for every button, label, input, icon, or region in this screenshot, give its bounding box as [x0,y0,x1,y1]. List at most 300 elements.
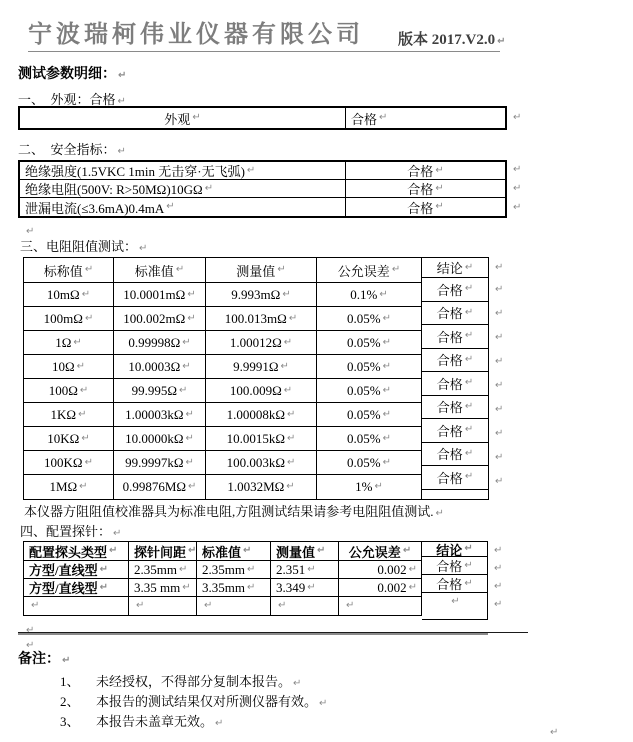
empty-cell [422,593,487,611]
cell-mark: ↵ [182,336,191,348]
detail-title [18,63,126,83]
appearance-result: 合格 [351,111,378,127]
header-rule [28,51,500,52]
standard-cell [197,561,271,579]
cell-mark: ↵ [73,336,82,348]
remark-number: 1、 [60,674,80,689]
col-header: 探针间距 [134,544,187,560]
cell-mark: ↵ [185,456,194,468]
cell-mark: ↵ [464,283,474,295]
detail-title-text: 测试参数明细： [18,67,116,82]
cell-mark: ↵ [382,384,391,396]
table-header-row [24,542,421,561]
remark-text: 本报告的测试结果仅对所测仪器有效。 [96,694,318,709]
resistance-note-text: 本仪器方阻阻值校准器具为标准电阻,方阻测试结果请参考电阻阻值测试. [24,504,434,519]
cell-mark: ↵ [402,545,412,556]
cell-mark: ↵ [464,447,474,459]
safety-item-cell [20,198,346,216]
header-cell [317,258,421,283]
tolerance-value: 0.05% [347,358,381,374]
tolerance-value: 0.002 [377,579,407,595]
measured-value: 2.351 [276,561,306,577]
header-cell [271,542,339,561]
cell-mark: ↵ [182,360,191,372]
safety-table [18,160,521,218]
table-row [24,379,421,403]
tolerance-cell [317,307,421,331]
cell-mark: ↵ [204,600,213,611]
version-label [398,28,505,49]
cell-mark: ↵ [435,182,444,194]
measured-cell [271,561,339,579]
nominal-cell [24,403,114,427]
row-end-mark: ↵ [495,308,504,319]
tolerance-value: 0.05% [347,310,381,326]
safety-result-cell [346,162,505,180]
cell-mark: ↵ [185,408,194,420]
cell-mark: ↵ [307,563,316,575]
resistance-table [23,257,503,500]
cell-mark: ↵ [182,581,191,593]
measured-cell [206,451,317,475]
cell-mark: ↵ [374,481,383,492]
tolerance-cell [317,475,421,499]
col-header: 配置探头类型 [29,544,108,560]
cell-mark: ↵ [166,201,175,212]
header-cell [206,258,317,283]
table-header-row [24,258,421,283]
cell-mark: ↵ [81,432,90,444]
row-end-mark: ↵ [495,404,504,415]
cell-mark: ↵ [78,408,87,420]
cell-mark: ↵ [188,545,197,556]
tolerance-cell [317,451,421,475]
paragraph-mark: ↵ [215,718,224,729]
standard-value: 3.35mm [202,579,245,595]
safety-item: 泄漏电流(≤3.6mA)0.4mA [25,200,165,216]
conclusion-cell [422,302,488,326]
tolerance-value: 0.05% [347,430,381,446]
cell-mark: ↵ [187,288,196,300]
measured-cell [206,283,317,307]
table-row [24,475,421,499]
row-end-mark: ↵ [495,380,504,391]
cell-mark: ↵ [408,563,417,575]
cell-mark: ↵ [317,545,326,556]
cell-mark: ↵ [382,336,391,348]
remarks-title [18,648,70,668]
cell-mark: ↵ [246,563,256,575]
cell-mark: ↵ [408,581,417,593]
cell-mark: ↵ [280,360,289,372]
standard-cell [114,379,206,403]
table-row [20,162,505,180]
measured-value: 100.003kΩ [226,454,286,470]
col-header: 测量值 [276,544,316,560]
nominal-value: 1KΩ [50,406,77,422]
remark-number: 3、 [60,714,80,729]
section-1-text: 一、 外观：合格 [18,92,116,107]
measured-cell [206,379,317,403]
header-cell [197,542,271,561]
cell-mark: ↵ [246,164,256,176]
row-end-marks [511,160,521,217]
standard-cell [114,355,206,379]
measured-value: 1.0032MΩ [227,479,285,494]
cell-mark: ↵ [464,577,473,589]
measured-cell [206,427,317,451]
table-row [24,597,421,615]
paragraph-mark: ↵ [435,508,444,519]
header-cell [24,542,129,561]
standard-cell [114,331,206,355]
paragraph-mark: ↵ [26,625,35,636]
remark-item [60,671,301,690]
conclusion-column [422,257,489,500]
standard-value: 1.00003kΩ [125,406,184,422]
cell-mark: ↵ [282,288,291,300]
paragraph-mark: ↵ [117,146,126,157]
row-end-marks [492,541,502,614]
row-end-mark: ↵ [513,201,522,213]
probe-table [23,541,502,620]
tolerance-cell [317,355,421,379]
cell-mark: ↵ [435,201,444,212]
header-cell [422,542,487,557]
row-end-mark: ↵ [494,581,503,592]
cell-mark: ↵ [204,182,214,194]
cell-mark: ↵ [382,408,391,420]
cell-mark: ↵ [379,288,388,300]
company-title: 宁波瑞柯伟业仪器有限公司 [28,22,364,48]
table-row [24,283,421,307]
empty-cell [339,597,421,615]
row-end-marks [511,106,521,130]
header-cell [24,258,114,283]
conclusion-value: 合格 [436,577,463,592]
table-row [20,108,505,128]
nominal-value: 10KΩ [47,430,80,446]
cell-mark: ↵ [136,600,145,611]
header-cell [114,258,206,283]
cell-mark: ↵ [187,312,196,324]
cell-mark: ↵ [464,330,474,342]
standard-value: 0.99876MΩ [122,479,187,494]
standard-value: 0.99998Ω [128,334,181,350]
nominal-cell [24,331,114,355]
measured-value: 9.9991Ω [233,358,279,374]
cell-mark: ↵ [179,384,188,396]
col-header: 结论 [436,542,463,558]
cell-mark: ↵ [464,543,473,554]
nominal-value: 10mΩ [46,286,80,302]
measured-value: 10.0015kΩ [226,430,286,446]
col-header: 公允误差 [348,544,401,560]
safety-item: 绝缘强度(1.5VKC 1min 无击穿·无飞弧) [25,164,245,179]
row-end-mark: ↵ [495,261,504,273]
conclusion-cell [422,396,488,420]
empty-cell [197,597,271,615]
cell-mark: ↵ [464,306,474,318]
spacing-value: 3.35 mm [134,579,181,595]
nominal-cell [24,475,114,499]
cell-mark: ↵ [185,432,194,444]
cell-mark: ↵ [188,481,197,492]
nominal-value: 1MΩ [49,479,78,494]
cell-mark: ↵ [382,432,391,444]
standard-value: 10.0000kΩ [125,430,184,446]
nominal-cell [24,451,114,475]
cell-mark: ↵ [175,264,185,275]
cell-mark: ↵ [382,360,391,372]
paragraph-mark: ↵ [550,727,559,738]
standard-value: 2.35mm [202,561,245,577]
paragraph-mark: ↵ [293,678,302,689]
nominal-value: 100mΩ [43,310,83,326]
safety-result-cell [346,198,505,216]
cell-mark: ↵ [283,336,293,348]
conclusion-value: 合格 [436,423,463,439]
cell-mark: ↵ [84,312,94,324]
measured-value: 1.00012Ω [229,334,282,350]
table-row [24,403,421,427]
col-header: 标准值 [202,544,242,560]
cell-mark: ↵ [464,559,473,571]
probe-type-cell [24,561,129,579]
remark-item [60,691,327,710]
cell-mark: ↵ [287,408,296,420]
cell-mark: ↵ [464,377,474,389]
paragraph-mark: ↵ [113,528,122,539]
safety-result-cell [346,180,505,198]
cell-mark: ↵ [84,456,93,468]
table-row [24,427,421,451]
measured-value: 100.009Ω [229,382,282,398]
tolerance-value: 0.05% [347,406,381,422]
empty-cell [129,597,197,615]
nominal-value: 1Ω [55,334,72,350]
measured-cell [206,403,317,427]
paragraph-mark: ↵ [26,226,35,237]
cell-mark: ↵ [464,424,474,436]
row-end-mark: ↵ [513,112,522,123]
table-row [24,561,421,579]
empty-cell [271,597,339,615]
tolerance-cell [339,579,421,597]
cell-mark: ↵ [283,384,293,396]
col-header: 结论 [436,261,463,276]
col-header: 标称值 [43,263,83,279]
section-2-text: 二、 安全指标： [18,142,116,157]
col-header: 公允误差 [337,263,390,279]
paragraph-mark: ↵ [497,36,506,47]
standard-value: 99.995Ω [131,382,178,398]
section-3-heading [20,236,147,255]
paragraph-mark: ↵ [26,640,35,651]
safety-item-cell [20,162,346,180]
table-row [20,198,505,216]
cell-mark: ↵ [287,456,296,468]
table-row [24,307,421,331]
measured-cell [206,307,317,331]
spacing-cell [129,561,197,579]
tolerance-value: 0.05% [347,454,381,470]
conclusion-cell [422,325,488,349]
safety-result: 合格 [407,164,434,179]
cell-mark: ↵ [109,545,118,556]
conclusion-cell [422,557,487,575]
probe-type-cell [24,579,129,597]
empty-cell [24,597,129,615]
cell-mark: ↵ [382,312,391,324]
conclusion-column [422,541,488,620]
appearance-label-cell [20,108,346,128]
remark-item [60,711,223,730]
footer-rule-thick [18,633,488,635]
header-cell [129,542,197,561]
measured-cell [206,331,317,355]
tolerance-value: 0.05% [347,334,381,350]
paragraph-mark: ↵ [319,698,328,709]
cell-mark: ↵ [81,288,91,300]
conclusion-cell [422,575,487,593]
cell-mark: ↵ [178,563,188,575]
remark-text: 未经授权，不得部分复制本报告。 [96,674,292,689]
cell-mark: ↵ [246,581,256,593]
probe-type: 方型/直线型 [29,563,98,578]
table-row [24,451,421,475]
standard-cell [114,307,206,331]
safety-item: 绝缘电阻(500V: R>50MΩ)10GΩ [25,182,203,197]
appearance-result-cell [346,108,505,128]
standard-cell [114,427,206,451]
tolerance-cell [317,331,421,355]
conclusion-cell [422,466,488,490]
appearance-table [18,106,521,130]
spacing-cell [129,579,197,597]
row-end-mark: ↵ [494,599,503,610]
tolerance-cell [317,379,421,403]
safety-result: 合格 [407,200,434,216]
cell-mark: ↵ [278,600,287,611]
tolerance-value: 0.1% [350,286,378,302]
standard-cell [197,579,271,597]
row-end-marks [493,257,503,494]
cell-mark: ↵ [346,600,355,611]
cell-mark: ↵ [287,432,296,444]
cell-mark: ↵ [382,456,391,468]
cell-mark: ↵ [464,400,474,412]
paragraph-mark: ↵ [139,243,148,254]
paragraph-mark: ↵ [62,655,71,666]
standard-cell [114,451,206,475]
standard-cell [114,475,206,499]
conclusion-cell [422,419,488,443]
cell-mark: ↵ [192,112,201,123]
remark-number: 2、 [60,694,80,709]
section-4-heading [20,521,121,540]
standard-value: 10.0001mΩ [123,286,186,302]
row-end-mark: ↵ [495,428,504,439]
cell-mark: ↵ [391,264,401,275]
version-text: 版本 2017.V2.0 [398,32,496,48]
standard-value: 10.0003Ω [128,358,181,374]
cell-mark: ↵ [243,545,252,556]
appearance-label: 外观 [164,111,191,127]
tolerance-cell [317,427,421,451]
resistance-note [24,501,444,520]
conclusion-value: 合格 [436,376,463,392]
cell-mark: ↵ [277,264,286,275]
conclusion-value: 合格 [436,282,463,298]
section-4-text: 四、配置探针： [20,524,112,539]
col-header: 测量值 [236,263,276,279]
conclusion-cell [422,349,488,373]
measured-value: 1.00008kΩ [226,406,286,422]
cell-mark: ↵ [464,261,474,273]
nominal-cell [24,307,114,331]
measured-value: 9.993mΩ [231,286,281,302]
row-end-mark: ↵ [495,356,504,367]
row-end-mark: ↵ [494,544,503,556]
header-cell [422,258,488,278]
conclusion-value: 合格 [436,559,463,574]
conclusion-value: 合格 [436,447,463,463]
cell-mark: ↵ [288,312,298,324]
nominal-cell [24,379,114,403]
cell-mark: ↵ [379,112,388,123]
tolerance-value: 0.05% [347,382,381,398]
conclusion-cell [422,443,488,467]
nominal-cell [24,427,114,451]
spacing-value: 2.35mm [134,561,177,577]
probe-type: 方型/直线型 [29,581,98,596]
measured-value: 100.013mΩ [224,310,287,326]
row-end-mark: ↵ [494,563,503,574]
cell-mark: ↵ [307,581,316,593]
remark-text: 本报告未盖章无效。 [96,714,214,729]
table-row [24,355,421,379]
safety-result: 合格 [407,182,434,197]
tolerance-value: 1% [355,479,373,494]
nominal-value: 10Ω [51,358,75,374]
tolerance-cell [339,561,421,579]
conclusion-cell [422,278,488,302]
measured-value: 3.349 [276,579,306,595]
standard-cell [114,283,206,307]
cell-mark: ↵ [99,563,109,575]
row-end-mark: ↵ [495,332,504,343]
nominal-value: 100Ω [48,382,78,398]
cell-mark: ↵ [79,481,88,492]
table-row [24,579,421,597]
section-2-heading [18,139,126,158]
cell-mark: ↵ [79,384,89,396]
table-row [24,331,421,355]
standard-value: 99.9997kΩ [125,454,184,470]
header-cell [339,542,421,561]
conclusion-value: 合格 [436,400,463,416]
row-end-mark: ↵ [513,163,522,175]
paragraph-mark: ↵ [118,70,127,81]
measured-cell [206,355,317,379]
nominal-cell [24,283,114,307]
cell-mark: ↵ [464,353,474,365]
conclusion-value: 合格 [436,470,463,486]
tolerance-cell [317,283,421,307]
col-header: 标准值 [134,263,174,279]
standard-value: 100.002mΩ [123,310,186,326]
